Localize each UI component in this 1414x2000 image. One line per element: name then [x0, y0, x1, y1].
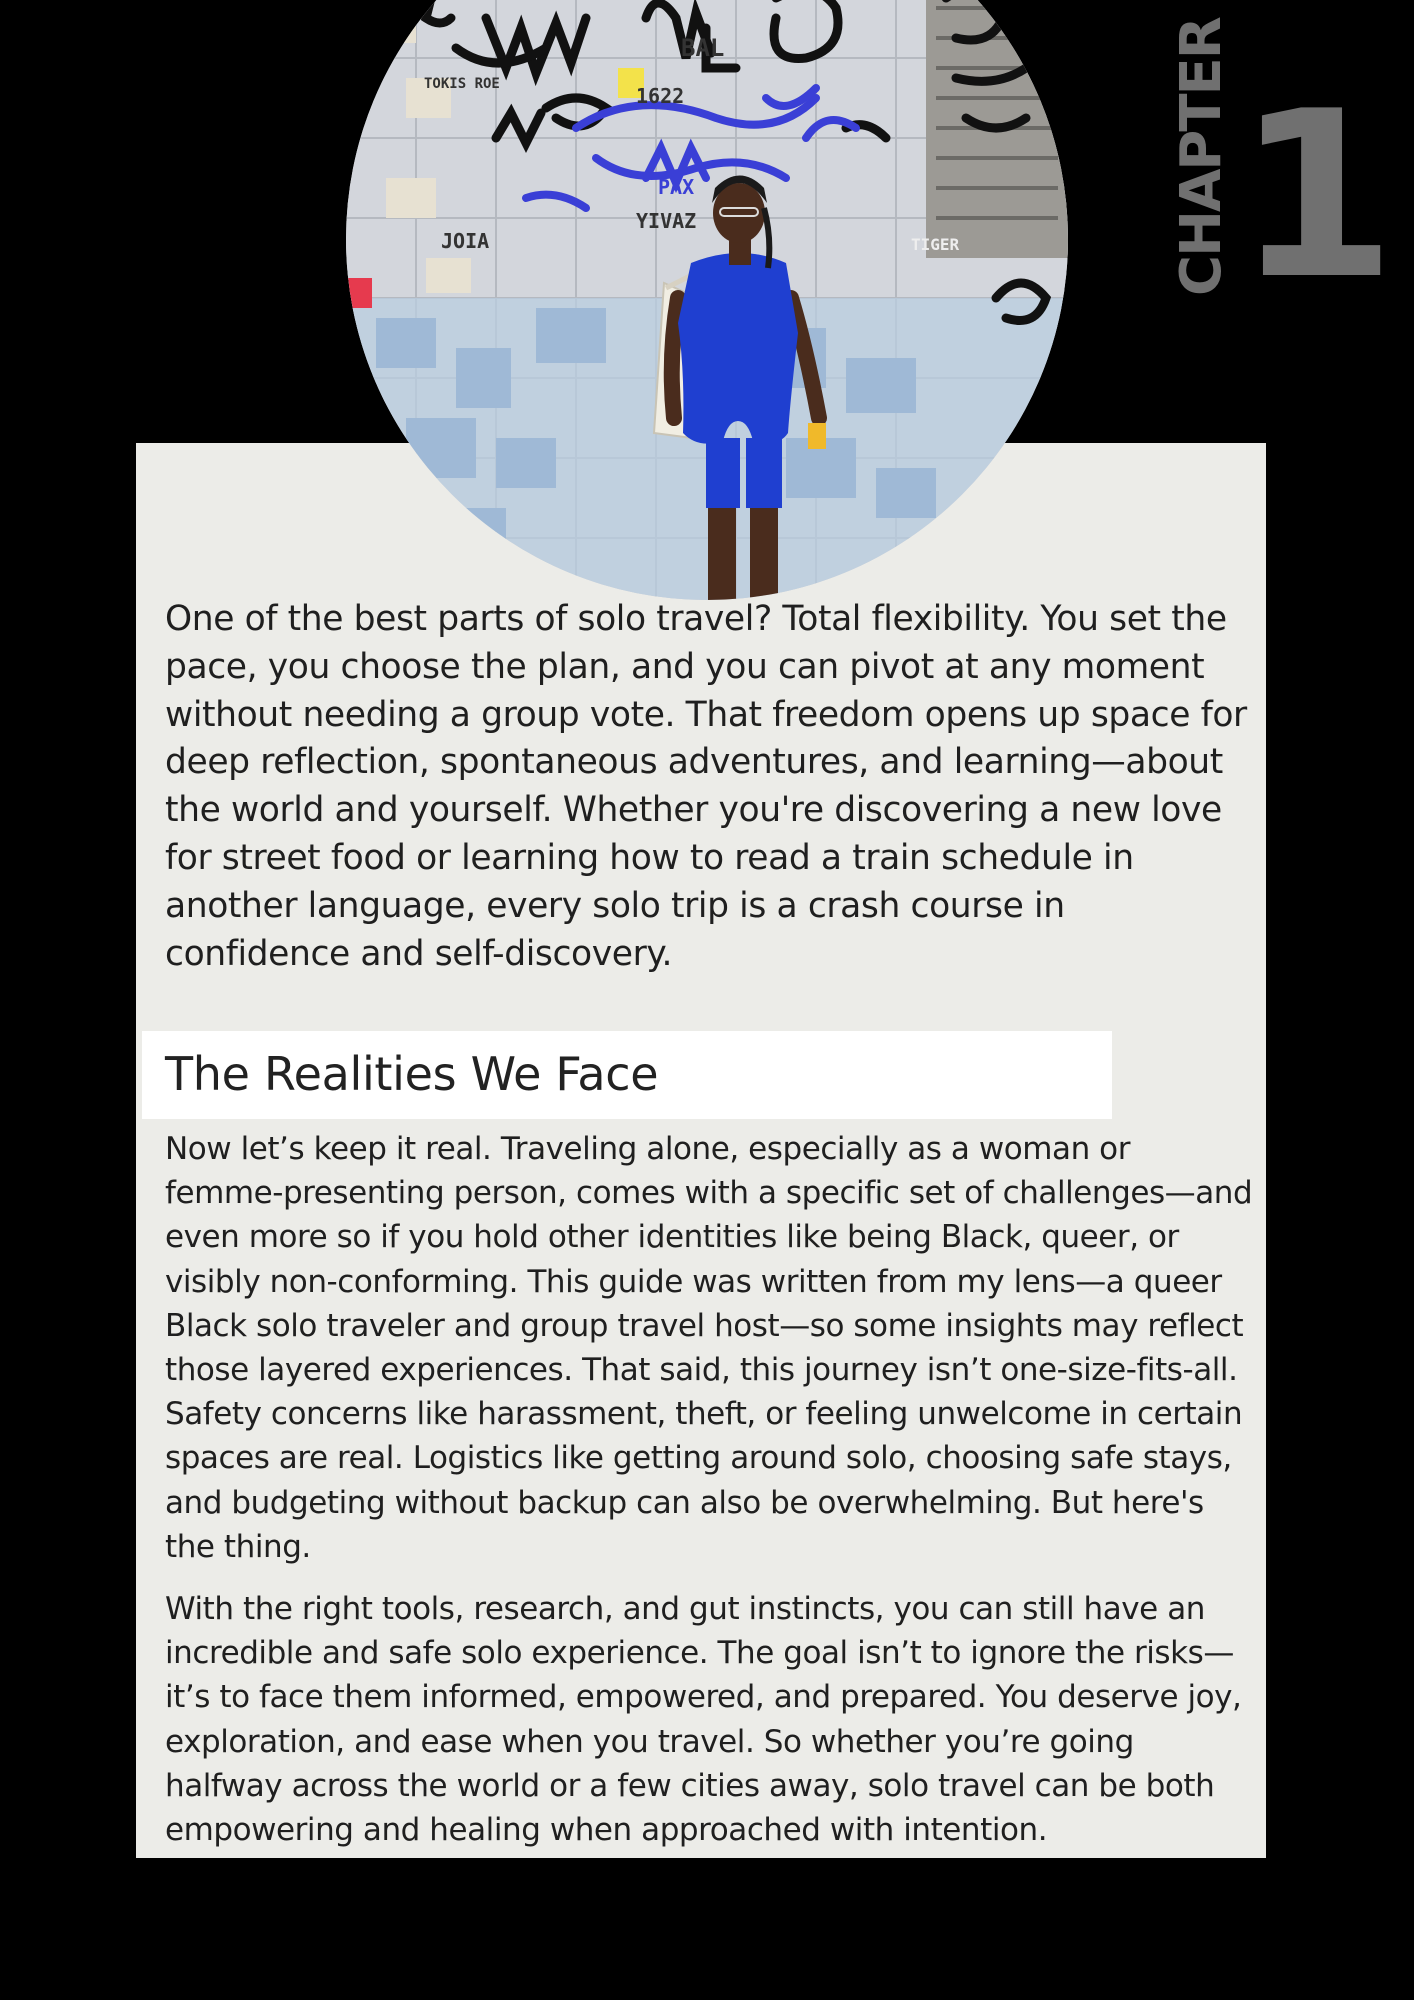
wall-tag-bal: BAL: [681, 34, 725, 62]
section-heading: The Realities We Face: [165, 1047, 659, 1101]
wall-tag-tiger: TIGER: [911, 235, 960, 254]
wall-tag-joia: JOIA: [441, 229, 490, 253]
wall-tag-yivaz: YIVAZ: [636, 209, 697, 233]
intro-paragraph: One of the best parts of solo travel? Total flexibility. You set the pace, you choose the plan, and you can pivot at any moment without needing a group vote. That freedom opens up space for deep reflection, spontaneous adventures, and learning—about the world and yourself. Whether you're discovering a new love for street food or learning how to read a train schedule in another language, every solo trip is a crash course in confidence and self-discovery.: [165, 599, 1247, 974]
chapter-marker: [1168, 18, 1389, 330]
closing-paragraph: With the right tools, research, and gut instincts, you can still have an incredible and safe solo experience. The goal isn’t to ignore the risks—it’s to face them informed, empowered, and prepared. You deserve joy, exploration, and ease when you travel. So whether you’re going halfway across the world or a few cities away, solo travel can be both empowering and healing when approached with intention.: [165, 1591, 1242, 1849]
chapter-number: 1: [1236, 63, 1389, 330]
wall-tag-tokis: TOKIS ROE: [424, 76, 500, 92]
realities-paragraph: Now let’s keep it real. Traveling alone, especially as a woman or femme-presenting person, comes with a specific set of challenges—and even more so if you hold other identities like being Black, queer, or visibly non-conforming. This guide was written from my lens—a queer Black solo traveler and group travel host—so some insights may reflect those layered experiences. That said, this journey isn’t one-size-fits-all. Safety concerns like harassment, theft, or feeling unwelcome in certain spaces are real. Logistics like getting around solo, choosing safe stays, and budgeting without backup can also be overwhelming. But here's the thing.: [165, 1131, 1253, 1565]
wall-tag-1622: 1622: [636, 84, 685, 108]
chapter-label: CHAPTER: [1169, 18, 1234, 296]
wall-tag-pax: PAX: [658, 175, 695, 199]
